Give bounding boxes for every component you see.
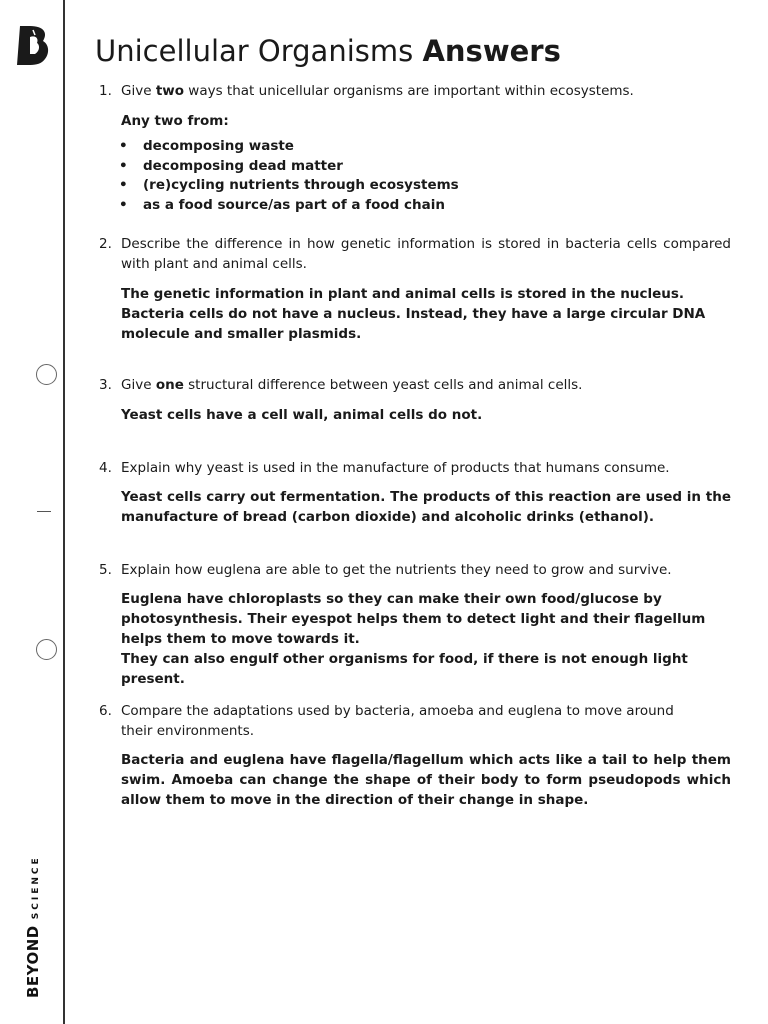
question-text: Compare the adaptations used by bacteria, amoeba and euglena to move around their environments. — [121, 703, 674, 739]
question-text — [121, 375, 731, 395]
brand-word-beyond: BEYOND — [24, 925, 42, 998]
list-item: • (re)cycling nutrients through ecosystems — [118, 176, 459, 196]
question-4 — [99, 458, 731, 478]
margin-tick — [37, 511, 51, 512]
brand-word-science: SCIENCE — [31, 855, 41, 920]
answer-2: The genetic information in plant and animal cells is stored in the nucleus. Bacteria cells do not have a nucleus. Instead, they have a large circular DNA molecule and smaller plasmids. — [121, 286, 706, 342]
answer-6: Bacteria and euglena have flagella/flagellum which acts like a tail to help them swim. Amoeba can change the shape of their body to form pseudopods which allow them to move in the direction of their change in shape. — [121, 752, 731, 808]
question-number: 2. — [99, 236, 112, 252]
question-6 — [99, 701, 731, 741]
question-text-post: ways that unicellular organisms are important within ecosystems. — [184, 83, 634, 99]
answer-5 — [121, 589, 731, 689]
title-light: Unicellular Organisms — [95, 34, 414, 68]
question-text-pre: Give — [121, 83, 156, 99]
question-text-post: structural difference between yeast cells and animal cells. — [183, 377, 583, 393]
question-5 — [99, 560, 731, 580]
page-title — [95, 34, 561, 68]
question-text: Explain how euglena are able to get the nutrients they need to grow and survive. — [121, 562, 672, 578]
punch-hole-top — [36, 364, 57, 385]
answer-5-part-1: Euglena have chloroplasts so they can make their own food/glucose by photosynthesis. Their eyespot helps them to detect light and their flagellum helps them to move towards it. — [121, 591, 706, 647]
answer-5-part-2: They can also engulf other organisms for food, if there is not enough light present. — [121, 651, 688, 687]
question-number: 6. — [99, 703, 112, 719]
brand-vertical — [23, 855, 42, 998]
question-text: Describe the difference in how genetic information is stored in bacteria cells compared with plant and animal cells. — [121, 236, 731, 272]
list-item: • decomposing dead matter — [118, 157, 459, 177]
title-bold: Answers — [422, 34, 561, 68]
question-text: Explain why yeast is used in the manufacture of products that humans consume. — [121, 460, 670, 476]
answer-1-list — [118, 137, 459, 215]
question-text — [121, 81, 731, 101]
question-3 — [99, 375, 731, 395]
question-number: 1. — [99, 83, 112, 99]
list-item: • as a food source/as part of a food chain — [118, 196, 459, 216]
answer-4: Yeast cells carry out fermentation. The products of this reaction are used in the manufacture of bread (carbon dioxide) and alcoholic drinks (ethanol). — [121, 489, 731, 525]
margin-line — [63, 0, 65, 1024]
question-number: 4. — [99, 460, 112, 476]
question-keyword: one — [155, 377, 184, 393]
answer-1-intro: Any two from: — [121, 113, 229, 129]
question-number: 3. — [99, 377, 112, 393]
question-2 — [99, 234, 731, 274]
question-1 — [99, 81, 731, 101]
question-text-pre: Give — [121, 377, 156, 393]
list-item: • decomposing waste — [118, 137, 459, 157]
question-number: 5. — [99, 562, 112, 578]
punch-hole-bottom — [36, 639, 57, 660]
question-keyword: two — [155, 83, 185, 99]
beyond-logo-icon — [16, 24, 50, 66]
answer-3: Yeast cells have a cell wall, animal cells do not. — [121, 407, 483, 423]
